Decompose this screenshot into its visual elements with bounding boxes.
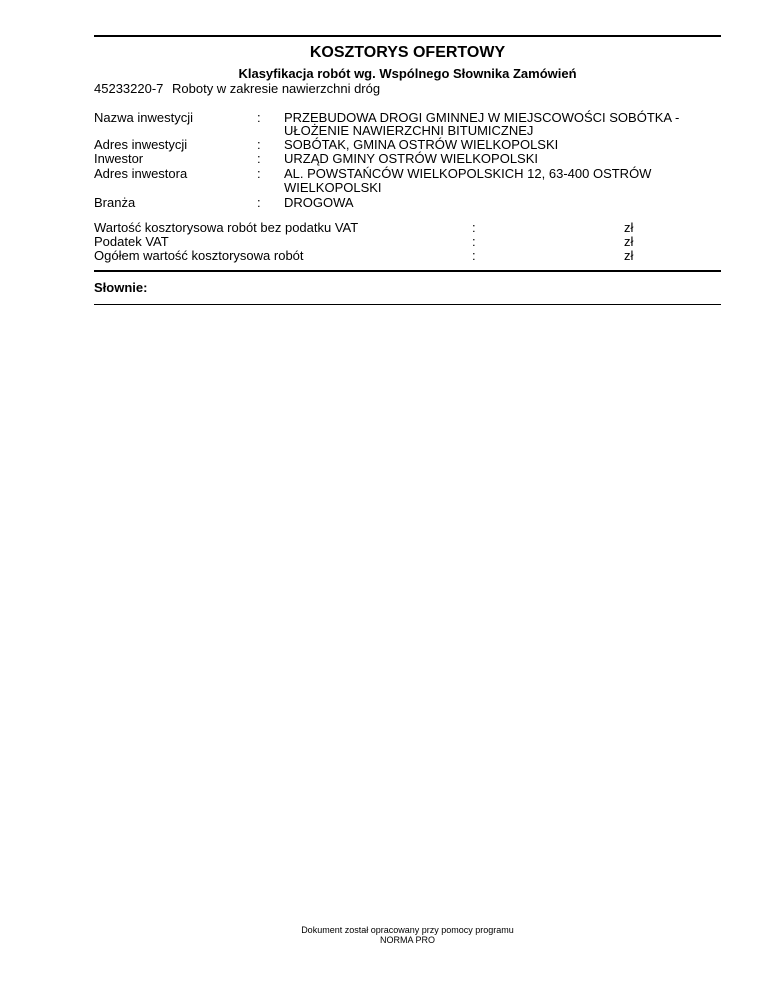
field-value-branch: DROGOWA — [284, 195, 354, 210]
cpv-code: 45233220-7 — [94, 81, 164, 96]
value-unit: zł — [624, 220, 634, 235]
field-value-investor-address-cont: WIELKOPOLSKI — [284, 180, 382, 195]
field-colon: : — [257, 195, 261, 210]
cpv-description: Roboty w zakresie nawierzchni dróg — [172, 81, 381, 96]
classification-heading: Klasyfikacja robót wg. Wspólnego Słownika Zamówień — [238, 66, 577, 81]
field-colon: : — [257, 151, 261, 166]
value-label-total: Ogółem wartość kosztorysowa robót — [94, 248, 304, 263]
document-title: KOSZTORYS OFERTOWY — [309, 44, 506, 61]
field-label-investor-address: Adres inwestora — [94, 166, 188, 181]
field-label-investment-address: Adres inwestycji — [94, 137, 188, 152]
top-rule — [94, 35, 721, 37]
divider — [94, 304, 721, 305]
value-unit: zł — [624, 234, 634, 249]
value-colon: : — [472, 220, 476, 235]
value-label-vat: Podatek VAT — [94, 234, 169, 249]
footer-note: Dokument został opracowany przy pomocy programu — [301, 925, 514, 935]
field-value-investment-name: PRZEBUDOWA DROGI GMINNEJ W MIEJSCOWOŚCI SOBÓTKA - — [284, 110, 680, 125]
divider — [94, 270, 721, 272]
field-label-investment-name: Nazwa inwestycji — [94, 110, 193, 125]
field-colon: : — [257, 137, 261, 152]
footer-program-name: NORMA PRO — [379, 935, 435, 945]
field-colon: : — [257, 110, 261, 125]
field-colon: : — [257, 166, 261, 181]
field-value-investor: URZĄD GMINY OSTRÓW WIELKOPOLSKI — [284, 151, 539, 166]
field-value-investment-address: SOBÓTAK, GMINA OSTRÓW WIELKOPOLSKI — [284, 137, 559, 152]
field-value-investment-name-cont: UŁOŻENIE NAWIERZCHNI BITUMICZNEJ — [284, 123, 534, 138]
field-label-branch: Branża — [94, 195, 136, 210]
field-value-investor-address: AL. POWSTAŃCÓW WIELKOPOLSKICH 12, 63-400 OSTRÓW — [284, 166, 652, 181]
field-label-investor: Inwestor — [94, 151, 144, 166]
slownie-label: Słownie: — [94, 280, 148, 295]
value-unit: zł — [624, 248, 634, 263]
value-label-net: Wartość kosztorysowa robót bez podatku VAT — [94, 220, 359, 235]
value-colon: : — [472, 248, 476, 263]
value-colon: : — [472, 234, 476, 249]
